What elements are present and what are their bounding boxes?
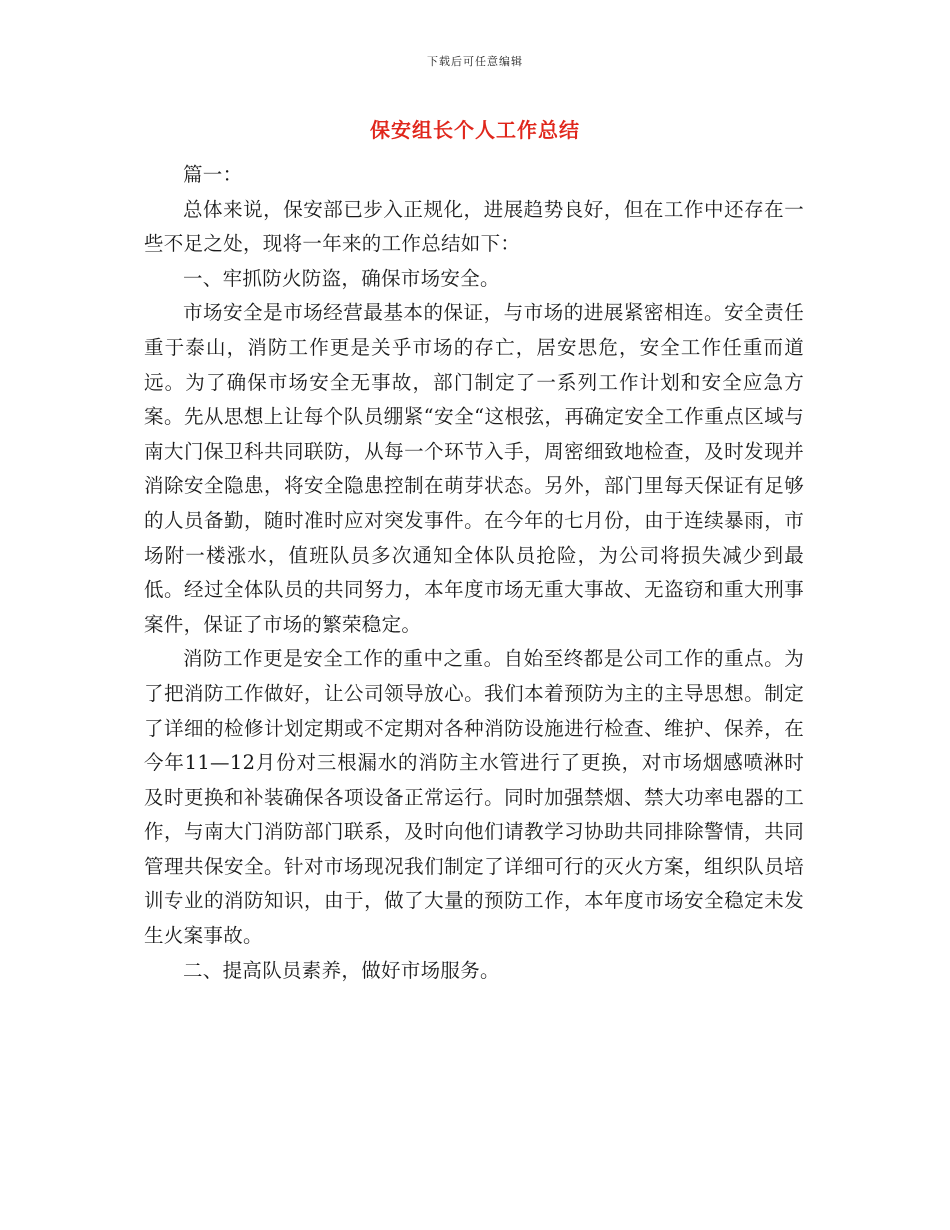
document-title: 保安组长个人工作总结	[370, 118, 580, 142]
section-heading-2: 二、提高队员素养，做好市场服务。	[183, 958, 500, 982]
body-paragraph-1: 市场安全是市场经营最基本的保证，与市场的进展紧密相连。安全责任重于泰山，消防工作更是关乎市场的存亡，居安思危，安全工作任重而道远。为了确保市场安全无事故，部门制定了一系列工作计划和安全应急方案。先从思想上让每个队员绷紧“安全“这根弦，再确定安全工作重点区域与南大门保卫科共同联防，从每一个环节入手，周密细致地检查，及时发现并消除安全隐患，将安全隐患控制在萌芽状态。另外，部门里每天保证有足够的人员备勤，随时准时应对突发事件。在今年的七月份，由于连续暴雨，市场附一楼涨水，值班队员多次通知全体队员抢险，为公司将损失减少到最低。经过全体队员的共同努力，本年度市场无重大事故、无盗窃和重大刑事案件，保证了市场的繁荣稳定。	[144, 301, 804, 636]
section-heading-1: 一、牢抓防火防盗，确保市场安全。	[183, 266, 500, 290]
body-paragraph-2: 消防工作更是安全工作的重中之重。自始至终都是公司工作的重点。为了把消防工作做好，让公司领导放心。我们本着预防为主的主导思想。制定了详细的检修计划定期或不定期对各种消防设施进行检查、维护、保养，在今年11—12月份对三根漏水的消防主水管进行了更换，对市场烟感喷淋时及时更换和补装确保各项设备正常运行。同时加强禁烟、禁大功率电器的工作，与南大门消防部门联系，及时向他们请教学习协助共同排除警情，共同管理共保安全。针对市场现况我们制定了详细可行的灭火方案，组织队员培训专业的消防知识，由于，做了大量的预防工作，本年度市场安全稳定未发生火案事故。	[144, 647, 804, 948]
document-body	[144, 158, 804, 988]
intro-paragraph: 总体来说，保安部已步入正规化，进展趋势良好，但在工作中还存在一些不足之处，现将一年来的工作总结如下：	[144, 197, 804, 256]
part-label: 篇一：	[183, 163, 243, 186]
page-header-note: 下载后可任意编辑	[427, 55, 523, 68]
